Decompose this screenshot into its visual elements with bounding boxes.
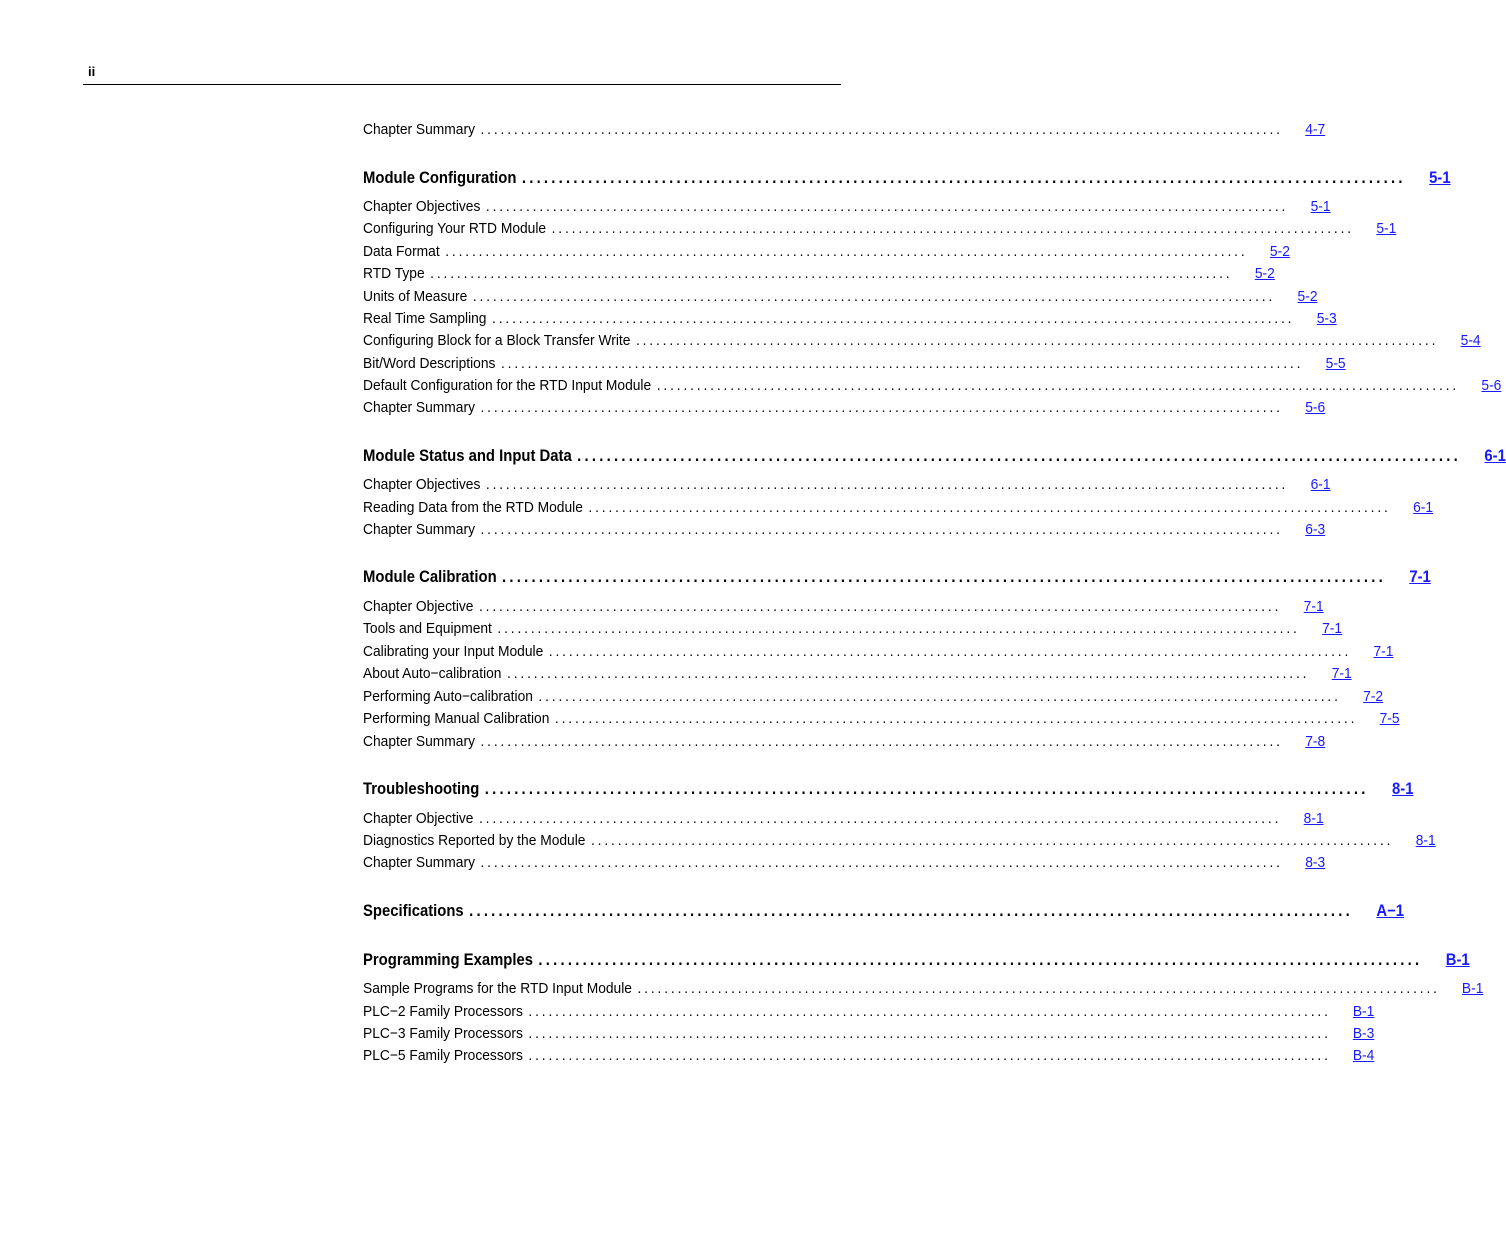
toc-leader-dots: ........................................................................................................................ xyxy=(480,521,1283,538)
toc-section-entry[interactable] xyxy=(363,710,1400,730)
toc-leader-dots: ........................................................................................................................ xyxy=(472,288,1276,305)
toc-leader-dots: ........................................................................................................................ xyxy=(635,332,1439,349)
toc-entry-title: Chapter Objective xyxy=(363,598,474,615)
toc-leader-dots: ........................................................................................................................ xyxy=(500,355,1304,372)
toc-page-link[interactable]: 5-2 xyxy=(1269,243,1290,260)
toc-leader-dots: ........................................................................................................................ xyxy=(538,688,1341,705)
toc-entry-title: Configuring Your RTD Module xyxy=(363,220,547,237)
toc-page-link[interactable]: 8-3 xyxy=(1305,854,1326,871)
toc-entry-title: Module Status and Input Data xyxy=(363,447,572,465)
toc-page-link[interactable]: 7-2 xyxy=(1363,688,1384,705)
toc-section-entry[interactable] xyxy=(363,310,1337,330)
toc-entry-title: Chapter Objective xyxy=(363,810,474,827)
toc-section-entry[interactable] xyxy=(363,665,1352,685)
toc-page-link[interactable]: 5-2 xyxy=(1254,265,1275,282)
toc-leader-dots: ........................................................................................................................ xyxy=(492,310,1295,327)
toc-entry-title: Units of Measure xyxy=(363,288,468,305)
toc-page-link[interactable]: B-3 xyxy=(1352,1025,1375,1042)
toc-leader-dots: ........................................................................................................................ xyxy=(528,1047,1331,1064)
toc-page-link[interactable]: 5-5 xyxy=(1325,355,1346,372)
toc-entry-title: Performing Manual Calibration xyxy=(363,710,550,727)
toc-page-link[interactable]: 6-1 xyxy=(1413,499,1434,516)
toc-page-link[interactable]: 7-1 xyxy=(1322,620,1343,637)
toc-chapter-entry[interactable] xyxy=(363,169,1451,189)
toc-leader-dots: ........................................................................................................................ xyxy=(637,980,1440,997)
toc-page-link[interactable]: 5-4 xyxy=(1460,332,1481,349)
toc-leader-dots: ........................................................................................................................ xyxy=(430,265,1233,282)
toc-entry-title: Chapter Summary xyxy=(363,733,475,750)
toc-section-entry[interactable] xyxy=(363,980,1484,1000)
toc-leader-dots: ........................................................................................................................ xyxy=(528,1025,1331,1042)
toc-entry-title: Chapter Summary xyxy=(363,854,475,871)
toc-section-entry[interactable] xyxy=(363,598,1324,618)
toc-leader-dots: ........................................................................................................................ xyxy=(577,447,1462,465)
toc-page-link[interactable]: 5-3 xyxy=(1316,310,1337,327)
toc-leader-dots: ........................................................................................................................ xyxy=(484,780,1369,798)
toc-leader-dots: ........................................................................................................................ xyxy=(480,733,1283,750)
toc-section-entry[interactable] xyxy=(363,220,1397,240)
toc-leader-dots: ........................................................................................................................ xyxy=(507,665,1310,682)
toc-section-entry[interactable] xyxy=(363,121,1326,141)
toc-section-entry[interactable] xyxy=(363,832,1436,852)
toc-entry-title: Module Configuration xyxy=(363,169,517,187)
toc-page-link[interactable]: 6-3 xyxy=(1305,521,1326,538)
toc-section-entry[interactable] xyxy=(363,265,1275,285)
toc-section-entry[interactable] xyxy=(363,1003,1375,1023)
toc-entry-title: Data Format xyxy=(363,243,440,260)
toc-entry-title: Troubleshooting xyxy=(363,780,480,798)
toc-page-link[interactable]: 5-6 xyxy=(1305,399,1326,416)
toc-entry-title: Sample Programs for the RTD Input Module xyxy=(363,980,632,997)
toc-section-entry[interactable] xyxy=(363,643,1394,663)
toc-entry-title: PLC−2 Family Processors xyxy=(363,1003,523,1020)
toc-entry-title: PLC−3 Family Processors xyxy=(363,1025,523,1042)
toc-section-entry[interactable] xyxy=(363,377,1502,397)
toc-entry-title: Chapter Objectives xyxy=(363,198,481,215)
toc-page-link[interactable]: 5-1 xyxy=(1376,220,1397,237)
toc-chapter-entry[interactable] xyxy=(363,780,1414,800)
page-number: ii xyxy=(88,64,96,79)
toc-entry-title: PLC−5 Family Processors xyxy=(363,1047,523,1064)
toc-entry-title: Chapter Summary xyxy=(363,399,475,416)
toc-leader-dots: ........................................................................................................................ xyxy=(554,710,1358,727)
toc-leader-dots: ........................................................................................................................ xyxy=(478,810,1282,827)
toc-section-entry[interactable] xyxy=(363,355,1346,375)
toc-leader-dots: ........................................................................................................................ xyxy=(485,198,1289,215)
toc-leader-dots: ........................................................................................................................ xyxy=(521,169,1406,187)
toc-chapter-entry[interactable] xyxy=(363,902,1405,922)
toc-leader-dots: ........................................................................................................................ xyxy=(551,220,1354,237)
toc-page-link[interactable]: 8-1 xyxy=(1303,810,1324,827)
toc-entry-title: Chapter Summary xyxy=(363,121,475,138)
toc-page-link[interactable]: B-4 xyxy=(1352,1047,1375,1064)
toc-entry-title: Configuring Block for a Block Transfer Write xyxy=(363,332,631,349)
toc-leader-dots: ........................................................................................................................ xyxy=(528,1003,1331,1020)
toc-leader-dots: ........................................................................................................................ xyxy=(480,121,1283,138)
toc-page-link[interactable]: 5-1 xyxy=(1429,169,1451,187)
toc-entry-title: Chapter Summary xyxy=(363,521,475,538)
toc-section-entry[interactable] xyxy=(363,620,1343,640)
toc-entry-title: Programming Examples xyxy=(363,951,534,969)
toc-entry-title: Specifications xyxy=(363,902,464,920)
toc-page-link[interactable]: 8-1 xyxy=(1392,780,1414,798)
toc-section-entry[interactable] xyxy=(363,521,1326,541)
toc-entry-title: Module Calibration xyxy=(363,568,497,586)
toc-entry-title: RTD Type xyxy=(363,265,425,282)
toc-page-link[interactable]: 6-1 xyxy=(1484,447,1506,465)
toc-leader-dots: ........................................................................................................................ xyxy=(548,643,1352,660)
toc-page-link[interactable]: 5-2 xyxy=(1297,288,1318,305)
toc-section-entry[interactable] xyxy=(363,810,1324,830)
toc-page-link[interactable]: 7-8 xyxy=(1305,733,1326,750)
toc-entry-title: Bit/Word Descriptions xyxy=(363,355,496,372)
toc-entry-title: Performing Auto−calibration xyxy=(363,688,533,705)
toc-leader-dots: ........................................................................................................................ xyxy=(478,598,1282,615)
toc-page-link[interactable]: 6-1 xyxy=(1310,476,1331,493)
toc-page-link[interactable]: 7-1 xyxy=(1373,643,1394,660)
toc-entry-title: Tools and Equipment xyxy=(363,620,492,637)
toc-entry-title: Calibrating your Input Module xyxy=(363,643,544,660)
toc-leader-dots: ........................................................................................................................ xyxy=(590,832,1394,849)
toc-entry-title: About Auto−calibration xyxy=(363,665,502,682)
toc-section-entry[interactable] xyxy=(363,733,1326,753)
toc-leader-dots: ........................................................................................................................ xyxy=(502,568,1386,586)
toc-leader-dots: ........................................................................................................................ xyxy=(480,854,1283,871)
toc-section-entry[interactable] xyxy=(363,399,1326,419)
toc-section-entry[interactable] xyxy=(363,332,1481,352)
toc-section-entry[interactable] xyxy=(363,499,1434,519)
toc-section-entry[interactable] xyxy=(363,288,1318,308)
toc-page-link[interactable]: 7-1 xyxy=(1303,598,1324,615)
toc-leader-dots: ........................................................................................................................ xyxy=(656,377,1460,394)
toc-chapter-entry[interactable] xyxy=(363,447,1506,467)
toc-page-link[interactable]: 7-5 xyxy=(1379,710,1400,727)
toc-page-link[interactable]: 4-7 xyxy=(1305,121,1326,138)
toc-entry-title: Reading Data from the RTD Module xyxy=(363,499,583,516)
toc-section-entry[interactable] xyxy=(363,688,1384,708)
toc-leader-dots: ........................................................................................................................ xyxy=(588,499,1391,516)
toc-leader-dots: ........................................................................................................................ xyxy=(485,476,1289,493)
toc-entry-title: Real Time Sampling xyxy=(363,310,487,327)
toc-leader-dots: ........................................................................................................................ xyxy=(538,951,1423,969)
toc-entry-title: Chapter Objectives xyxy=(363,476,481,493)
toc-page-link[interactable]: 7-1 xyxy=(1409,568,1431,586)
toc-section-entry[interactable] xyxy=(363,198,1331,218)
toc-page-link[interactable]: A−1 xyxy=(1376,902,1405,920)
toc-page-link[interactable]: 8-1 xyxy=(1415,832,1436,849)
toc-leader-dots: ........................................................................................................................ xyxy=(497,620,1300,637)
toc-page-link[interactable]: 5-1 xyxy=(1310,198,1331,215)
toc-leader-dots: ........................................................................................................................ xyxy=(480,399,1283,416)
toc-section-entry[interactable] xyxy=(363,1025,1375,1045)
toc-entry-title: Diagnostics Reported by the Module xyxy=(363,832,586,849)
toc-section-entry[interactable] xyxy=(363,243,1290,263)
toc-page-link[interactable]: 5-6 xyxy=(1481,377,1502,394)
toc-section-entry[interactable] xyxy=(363,854,1326,874)
toc-page-link[interactable]: B-1 xyxy=(1352,1003,1375,1020)
toc-page-link[interactable]: B-1 xyxy=(1445,951,1470,969)
toc-leader-dots: ........................................................................................................................ xyxy=(469,902,1353,920)
header-rule xyxy=(83,84,841,85)
toc-entry-title: Default Configuration for the RTD Input Module xyxy=(363,377,652,394)
toc-page-link[interactable]: B-1 xyxy=(1461,980,1484,997)
toc-chapter-entry[interactable] xyxy=(363,568,1431,588)
toc-chapter-entry[interactable] xyxy=(363,951,1470,971)
toc-section-entry[interactable] xyxy=(363,476,1331,496)
toc-page-link[interactable]: 7-1 xyxy=(1331,665,1352,682)
toc-leader-dots: ........................................................................................................................ xyxy=(445,243,1248,260)
toc-section-entry[interactable] xyxy=(363,1047,1375,1067)
